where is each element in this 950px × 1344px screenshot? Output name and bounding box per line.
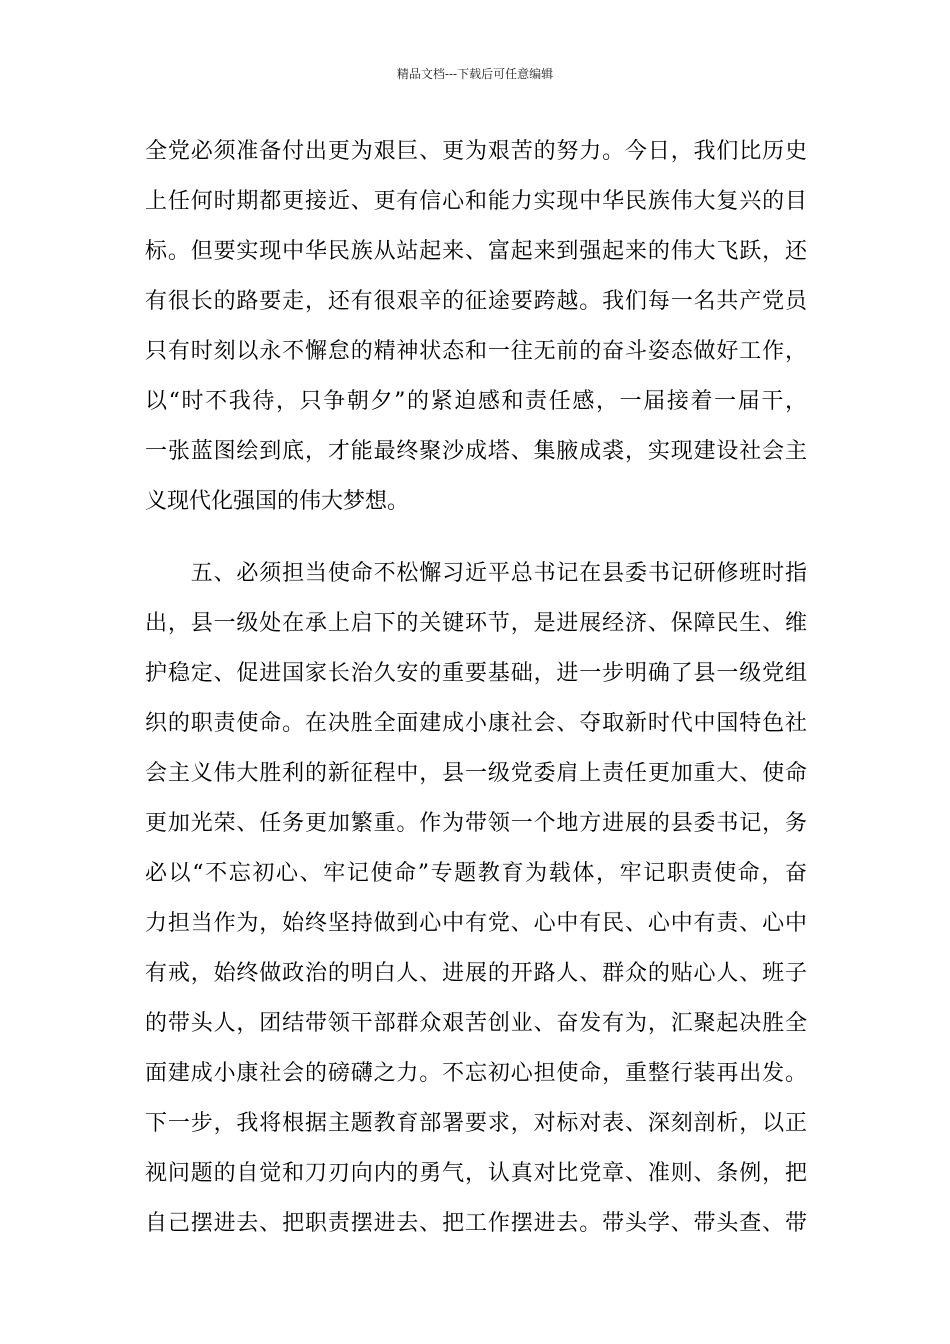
text-line: 义现代化强国的伟大梦想。 (145, 489, 410, 514)
text-line: 面建成小康社会的磅礴之力。不忘初心担使命，重整行装再出发。 (145, 1061, 807, 1086)
paragraph-2 (145, 554, 807, 1254)
text-line: 一张蓝图绘到底，才能最终聚沙成塔、集腋成裘，实现建设社会主 (145, 439, 807, 464)
text-line: 上任何时期都更接近、更有信心和能力实现中华民族伟大复兴的目 (145, 189, 807, 214)
paragraph-spacer (145, 532, 807, 554)
text-line: 自己摆进去、把职责摆进去、把工作摆进去。带头学、带头查、带 (145, 1211, 807, 1236)
text-line: 出，县一级处在承上启下的关键环节，是进展经济、保障民生、维 (145, 611, 807, 636)
text-line: 更加光荣、任务更加繁重。作为带领一个地方进展的县委书记，务 (145, 811, 807, 836)
text-line: 下一步，我将根据主题教育部署要求，对标对表、深刻剖析，以正 (145, 1111, 807, 1136)
text-line: 五、必须担当使命不松懈习近平总书记在县委书记研修班时指 (145, 561, 807, 586)
text-line: 的带头人，团结带领干部群众艰苦创业、奋发有为，汇聚起决胜全 (145, 1011, 807, 1036)
text-line: 力担当作为，始终坚持做到心中有党、心中有民、心中有责、心中 (145, 911, 807, 936)
page-header: 精品文档---下载后可任意编辑 (396, 67, 554, 81)
text-line: 有戒，始终做政治的明白人、进展的开路人、群众的贴心人、班子 (145, 961, 807, 986)
text-line: 视问题的自觉和刀刃向内的勇气，认真对比党章、准则、条例，把 (145, 1161, 807, 1186)
text-line: 必以“不忘初心、牢记使命”专题教育为载体，牢记职责使命，奋 (145, 861, 807, 886)
text-line: 有很长的路要走，还有很艰辛的征途要跨越。我们每一名共产党员 (145, 289, 807, 314)
text-line: 只有时刻以永不懈怠的精神状态和一往无前的奋斗姿态做好工作， (145, 339, 807, 364)
paragraph-1 (145, 132, 807, 532)
text-line: 以“时不我待，只争朝夕”的紧迫感和责任感，一届接着一届干， (145, 389, 807, 414)
text-line: 全党必须准备付出更为艰巨、更为艰苦的努力。今日，我们比历史 (145, 139, 807, 164)
text-line: 护稳定、促进国家长治久安的重要基础，进一步明确了县一级党组 (145, 661, 807, 686)
text-line: 织的职责使命。在决胜全面建成小康社会、夺取新时代中国特色社 (145, 711, 807, 736)
document-body (145, 132, 807, 1254)
text-line: 会主义伟大胜利的新征程中，县一级党委肩上责任更加重大、使命 (145, 761, 807, 786)
text-line: 标。但要实现中华民族从站起来、富起来到强起来的伟大飞跃，还 (145, 239, 807, 264)
